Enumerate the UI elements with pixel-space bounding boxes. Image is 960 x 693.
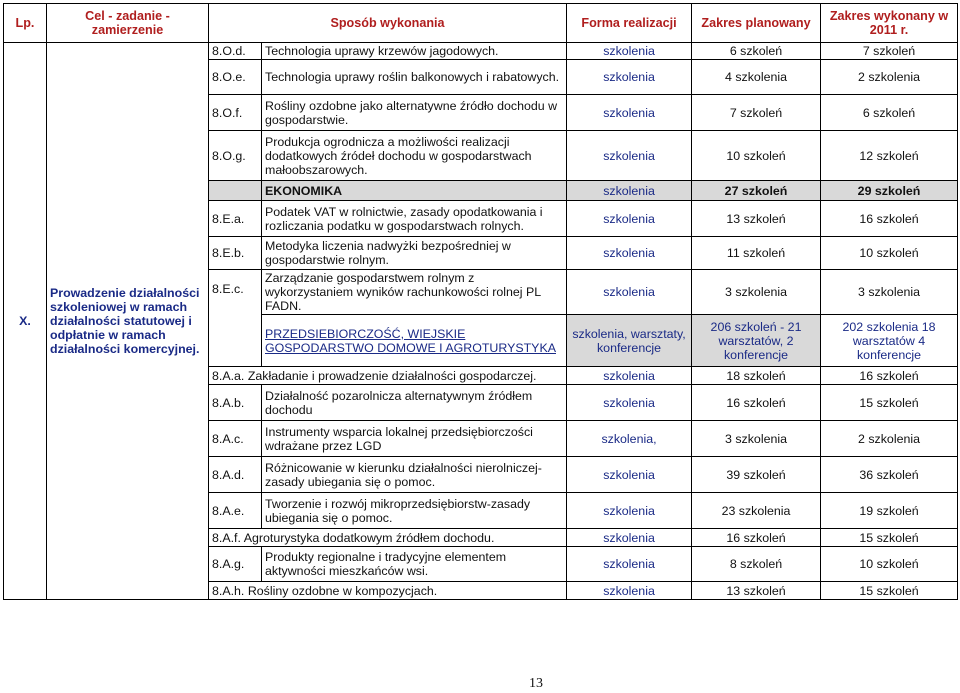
row-code: 8.A.d. <box>209 457 262 493</box>
row-desc: Podatek VAT w rolnictwie, zasady opodatkowania i rozliczania podatku w gospodarstwach rolnych. <box>262 201 567 237</box>
row-forma: szkolenia <box>567 131 692 181</box>
row-desc: Rośliny ozdobne jako alternatywne źródło dochodu w gospodarstwie. <box>262 95 567 131</box>
row-desc: Produkcja ogrodnicza a możliwości realizacji dodatkowych źródeł dochodu w gospodarstwach małoobszarowych. <box>262 131 567 181</box>
row-forma: szkolenia <box>567 582 692 600</box>
row-forma: szkolenia <box>567 237 692 270</box>
row-code: 8.A.g. <box>209 547 262 582</box>
row-plan: 7 szkoleń <box>692 95 821 131</box>
row-desc: Tworzenie i rozwój mikroprzedsiębiorstw-zasady ubiegania się o pomoc. <box>262 493 567 529</box>
ekonomika-plan: 27 szkoleń <box>692 181 821 201</box>
row-plan: 23 szkolenia <box>692 493 821 529</box>
row-done: 12 szkoleń <box>821 131 958 181</box>
row-done: 2 szkolenia <box>821 421 958 457</box>
row-plan: 4 szkolenia <box>692 60 821 95</box>
row-plan: 8 szkoleń <box>692 547 821 582</box>
row-done: 36 szkoleń <box>821 457 958 493</box>
row-desc <box>209 367 567 385</box>
row-done: 15 szkoleń <box>821 582 958 600</box>
row-code: 8.E.a. <box>209 201 262 237</box>
agro-done: 202 szkolenia 18 warsztatów 4 konferencje <box>821 315 958 367</box>
page-number: 13 <box>529 676 543 691</box>
row-forma: szkolenia <box>567 60 692 95</box>
row-desc: Technologia uprawy roślin balkonowych i rabatowych. <box>262 60 567 95</box>
row-desc: Różnicowanie w kierunku działalności nierolniczej-zasady ubiegania się o pomoc. <box>262 457 567 493</box>
row-desc: Zarządzanie gospodarstwem rolnym z wykorzystaniem wyników rachunkowości rolnej PL FADN. <box>262 270 567 315</box>
header-lp: Lp. <box>4 4 47 43</box>
row-done: 15 szkoleń <box>821 385 958 421</box>
row-desc: Działalność pozarolnicza alternatywnym źródłem dochodu <box>262 385 567 421</box>
row-done: 3 szkolenia <box>821 270 958 315</box>
row-done: 6 szkoleń <box>821 95 958 131</box>
row-forma: szkolenia <box>567 201 692 237</box>
row-forma: szkolenia <box>567 367 692 385</box>
row-code: 8.A.e. <box>209 493 262 529</box>
row-forma: szkolenia <box>567 385 692 421</box>
header-row <box>4 4 958 43</box>
row-forma: szkolenia <box>567 95 692 131</box>
row-plan: 18 szkoleń <box>692 367 821 385</box>
row-plan: 10 szkoleń <box>692 131 821 181</box>
header-forma: Forma realizacji <box>567 4 692 43</box>
table-row <box>4 43 958 60</box>
row-plan: 16 szkoleń <box>692 385 821 421</box>
row-code: 8.O.g. <box>209 131 262 181</box>
row-plan: 13 szkoleń <box>692 582 821 600</box>
ekonomika-label: EKONOMIKA <box>262 181 567 201</box>
ekonomika-forma: szkolenia <box>567 181 692 201</box>
row-desc <box>209 529 567 547</box>
row-desc-text: Zakładanie i prowadzenie działalności gospodarczej. <box>247 368 537 383</box>
row-code: 8.A.c. <box>209 421 262 457</box>
row-done: 15 szkoleń <box>821 529 958 547</box>
row-plan: 3 szkolenia <box>692 270 821 315</box>
row-code: 8.A.h. <box>212 583 245 598</box>
ekonomika-done: 29 szkoleń <box>821 181 958 201</box>
row-done: 19 szkoleń <box>821 493 958 529</box>
row-code: 8.O.f. <box>209 95 262 131</box>
row-plan: 39 szkoleń <box>692 457 821 493</box>
row-code: 8.O.d. <box>209 43 262 60</box>
row-done: 16 szkoleń <box>821 367 958 385</box>
report-table <box>3 3 958 600</box>
row-done: 7 szkoleń <box>821 43 958 60</box>
row-plan: 13 szkoleń <box>692 201 821 237</box>
row-desc <box>209 582 567 600</box>
agro-desc: PRZEDSIEBIORCZOŚĆ, WIEJSKIE GOSPODARSTWO DOMOWE I AGROTURYSTYKA <box>262 315 567 367</box>
row-forma: szkolenia <box>567 270 692 315</box>
header-planowany: Zakres planowany <box>692 4 821 43</box>
row-plan: 16 szkoleń <box>692 529 821 547</box>
row-forma: szkolenia <box>567 457 692 493</box>
row-done: 10 szkoleń <box>821 547 958 582</box>
row-forma: szkolenia <box>567 43 692 60</box>
row-forma: szkolenia <box>567 547 692 582</box>
row-forma: szkolenia <box>567 493 692 529</box>
row-code: 8.A.a. <box>212 368 245 383</box>
row-done: 10 szkoleń <box>821 237 958 270</box>
row-plan: 11 szkoleń <box>692 237 821 270</box>
row-done: 2 szkolenia <box>821 60 958 95</box>
row-forma: szkolenia <box>567 529 692 547</box>
agro-plan: 206 szkoleń - 21 warsztatów, 2 konferencje <box>692 315 821 367</box>
row-done: 16 szkoleń <box>821 201 958 237</box>
row-plan: 6 szkoleń <box>692 43 821 60</box>
header-cel: Cel - zadanie - zamierzenie <box>47 4 209 43</box>
row-desc: Metodyka liczenia nadwyżki bezpośredniej w gospodarstwie rolnym. <box>262 237 567 270</box>
row-code: 8.E.b. <box>209 237 262 270</box>
row-code: 8.A.b. <box>209 385 262 421</box>
row-plan: 3 szkolenia <box>692 421 821 457</box>
row-code: 8.E.c. <box>209 270 262 367</box>
row-forma: szkolenia, <box>567 421 692 457</box>
row-desc: Instrumenty wsparcia lokalnej przedsiębiorczości wdrażane przez LGD <box>262 421 567 457</box>
header-wykonany: Zakres wykonany w 2011 r. <box>821 4 958 43</box>
row-code: 8.O.e. <box>209 60 262 95</box>
row-desc-text: Rośliny ozdobne w kompozycjach. <box>247 583 438 598</box>
agro-forma: szkolenia, warsztaty, konferencje <box>567 315 692 367</box>
row-code: 8.A.f. <box>212 530 241 545</box>
section-lp: X. <box>4 43 47 600</box>
section-category: Prowadzenie działalności szkoleniowej w ramach działalności statutowej i odpłatnie w ramach działalności komercyjnej. <box>47 43 209 600</box>
row-desc: Produkty regionalne i tradycyjne elementem aktywności mieszkańców wsi. <box>262 547 567 582</box>
ekonomika-code <box>209 181 262 201</box>
row-desc-text: Agroturystyka dodatkowym źródłem dochodu. <box>243 530 495 545</box>
row-desc: Technologia uprawy krzewów jagodowych. <box>262 43 567 60</box>
header-sposob: Sposób wykonania <box>209 4 567 43</box>
